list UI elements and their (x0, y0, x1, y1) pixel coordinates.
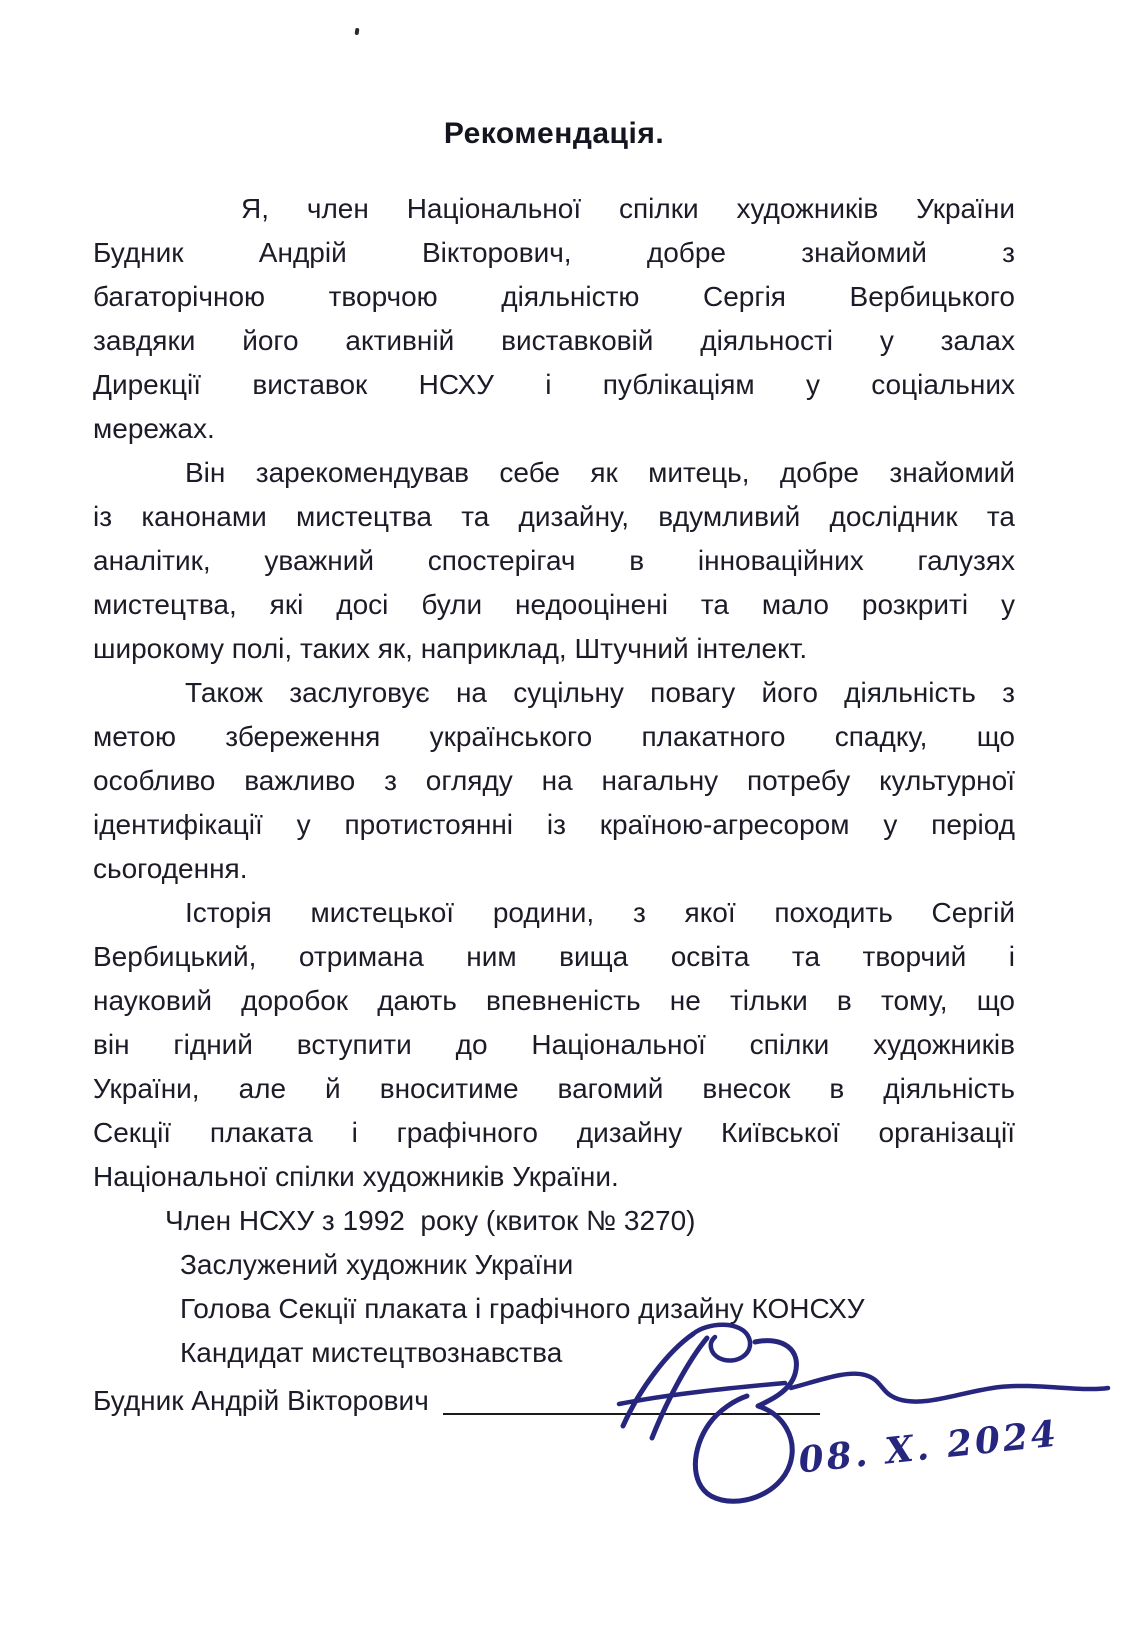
scan-speck (355, 28, 360, 35)
credential-honored-artist: Заслужений художник України (180, 1249, 574, 1280)
text-line: Дирекції виставок НСХУ і публікаціям у соціальних (93, 369, 1015, 400)
text-line: Він зарекомендував себе як митець, добре знайомий (185, 457, 1015, 488)
text-line: особливо важливо з огляду на нагальну потребу культурної (93, 765, 1015, 796)
text-line: Будник Андрій Вікторович, добре знайомий з (93, 237, 1015, 268)
text-line: метою збереження українського плакатного спадку, що (93, 721, 1015, 752)
text-line: із канонами мистецтва та дизайну, вдумливий дослідник та (93, 501, 1015, 532)
text-line: науковий доробок дають впевненість не тільки в тому, що (93, 985, 1015, 1016)
text-line: Також заслуговує на суцільну повагу його діяльність з (185, 677, 1015, 708)
text-line: Вербицький, отримана ним вища освіта та творчий і (93, 941, 1015, 972)
text-line: завдяки його активній виставковій діяльності у залах (93, 325, 1015, 356)
text-line: мистецтва, які досі були недооцінені та мало розкриті у (93, 589, 1015, 620)
text-line: широкому полі, таких як, наприклад, Штучний інтелект. (93, 633, 808, 664)
credential-phd: Кандидат мистецтвознавства (180, 1337, 563, 1368)
handwritten-date: 08. X. 2024 (796, 1412, 1061, 1482)
text-line: аналітик, уважний спостерігач в інноваційних галузях (93, 545, 1015, 576)
credential-section-head: Голова Секції плаката і графічного дизайну КОНСХУ (180, 1293, 865, 1324)
text-line: ідентифікації у протистоянні із країною-агресором у період (93, 809, 1015, 840)
text-line: він гідний вступити до Національної спілки художників (93, 1029, 1015, 1060)
signature-underline (443, 1379, 820, 1415)
credential-membership: Член НСХУ з 1992 року (квиток № 3270) (165, 1205, 696, 1236)
text-line: сьогодення. (93, 853, 248, 884)
paragraph-3 (93, 671, 1015, 891)
text-line: мережах. (93, 413, 215, 444)
text-line: Я, член Національної спілки художників України (241, 193, 1015, 224)
paragraph-2 (93, 451, 1015, 671)
paragraph-1 (93, 187, 1015, 451)
document-title: Рекомендація. (443, 117, 665, 150)
signature-row (93, 1379, 1015, 1423)
text-line: Історія мистецької родини, з якої походить Сергій (185, 897, 1015, 928)
paragraph-4 (93, 891, 1015, 1199)
signatory-name: Будник Андрій Вікторович (93, 1385, 429, 1416)
text-line: багаторічною творчою діяльністю Сергія Вербицького (93, 281, 1015, 312)
document-body (93, 187, 1015, 1423)
text-line: України, але й вноситиме вагомий внесок в діяльність (93, 1073, 1015, 1104)
text-line: Національної спілки художників України. (93, 1161, 619, 1192)
text-line: Секції плаката і графічного дизайну Київської організації (93, 1117, 1015, 1148)
